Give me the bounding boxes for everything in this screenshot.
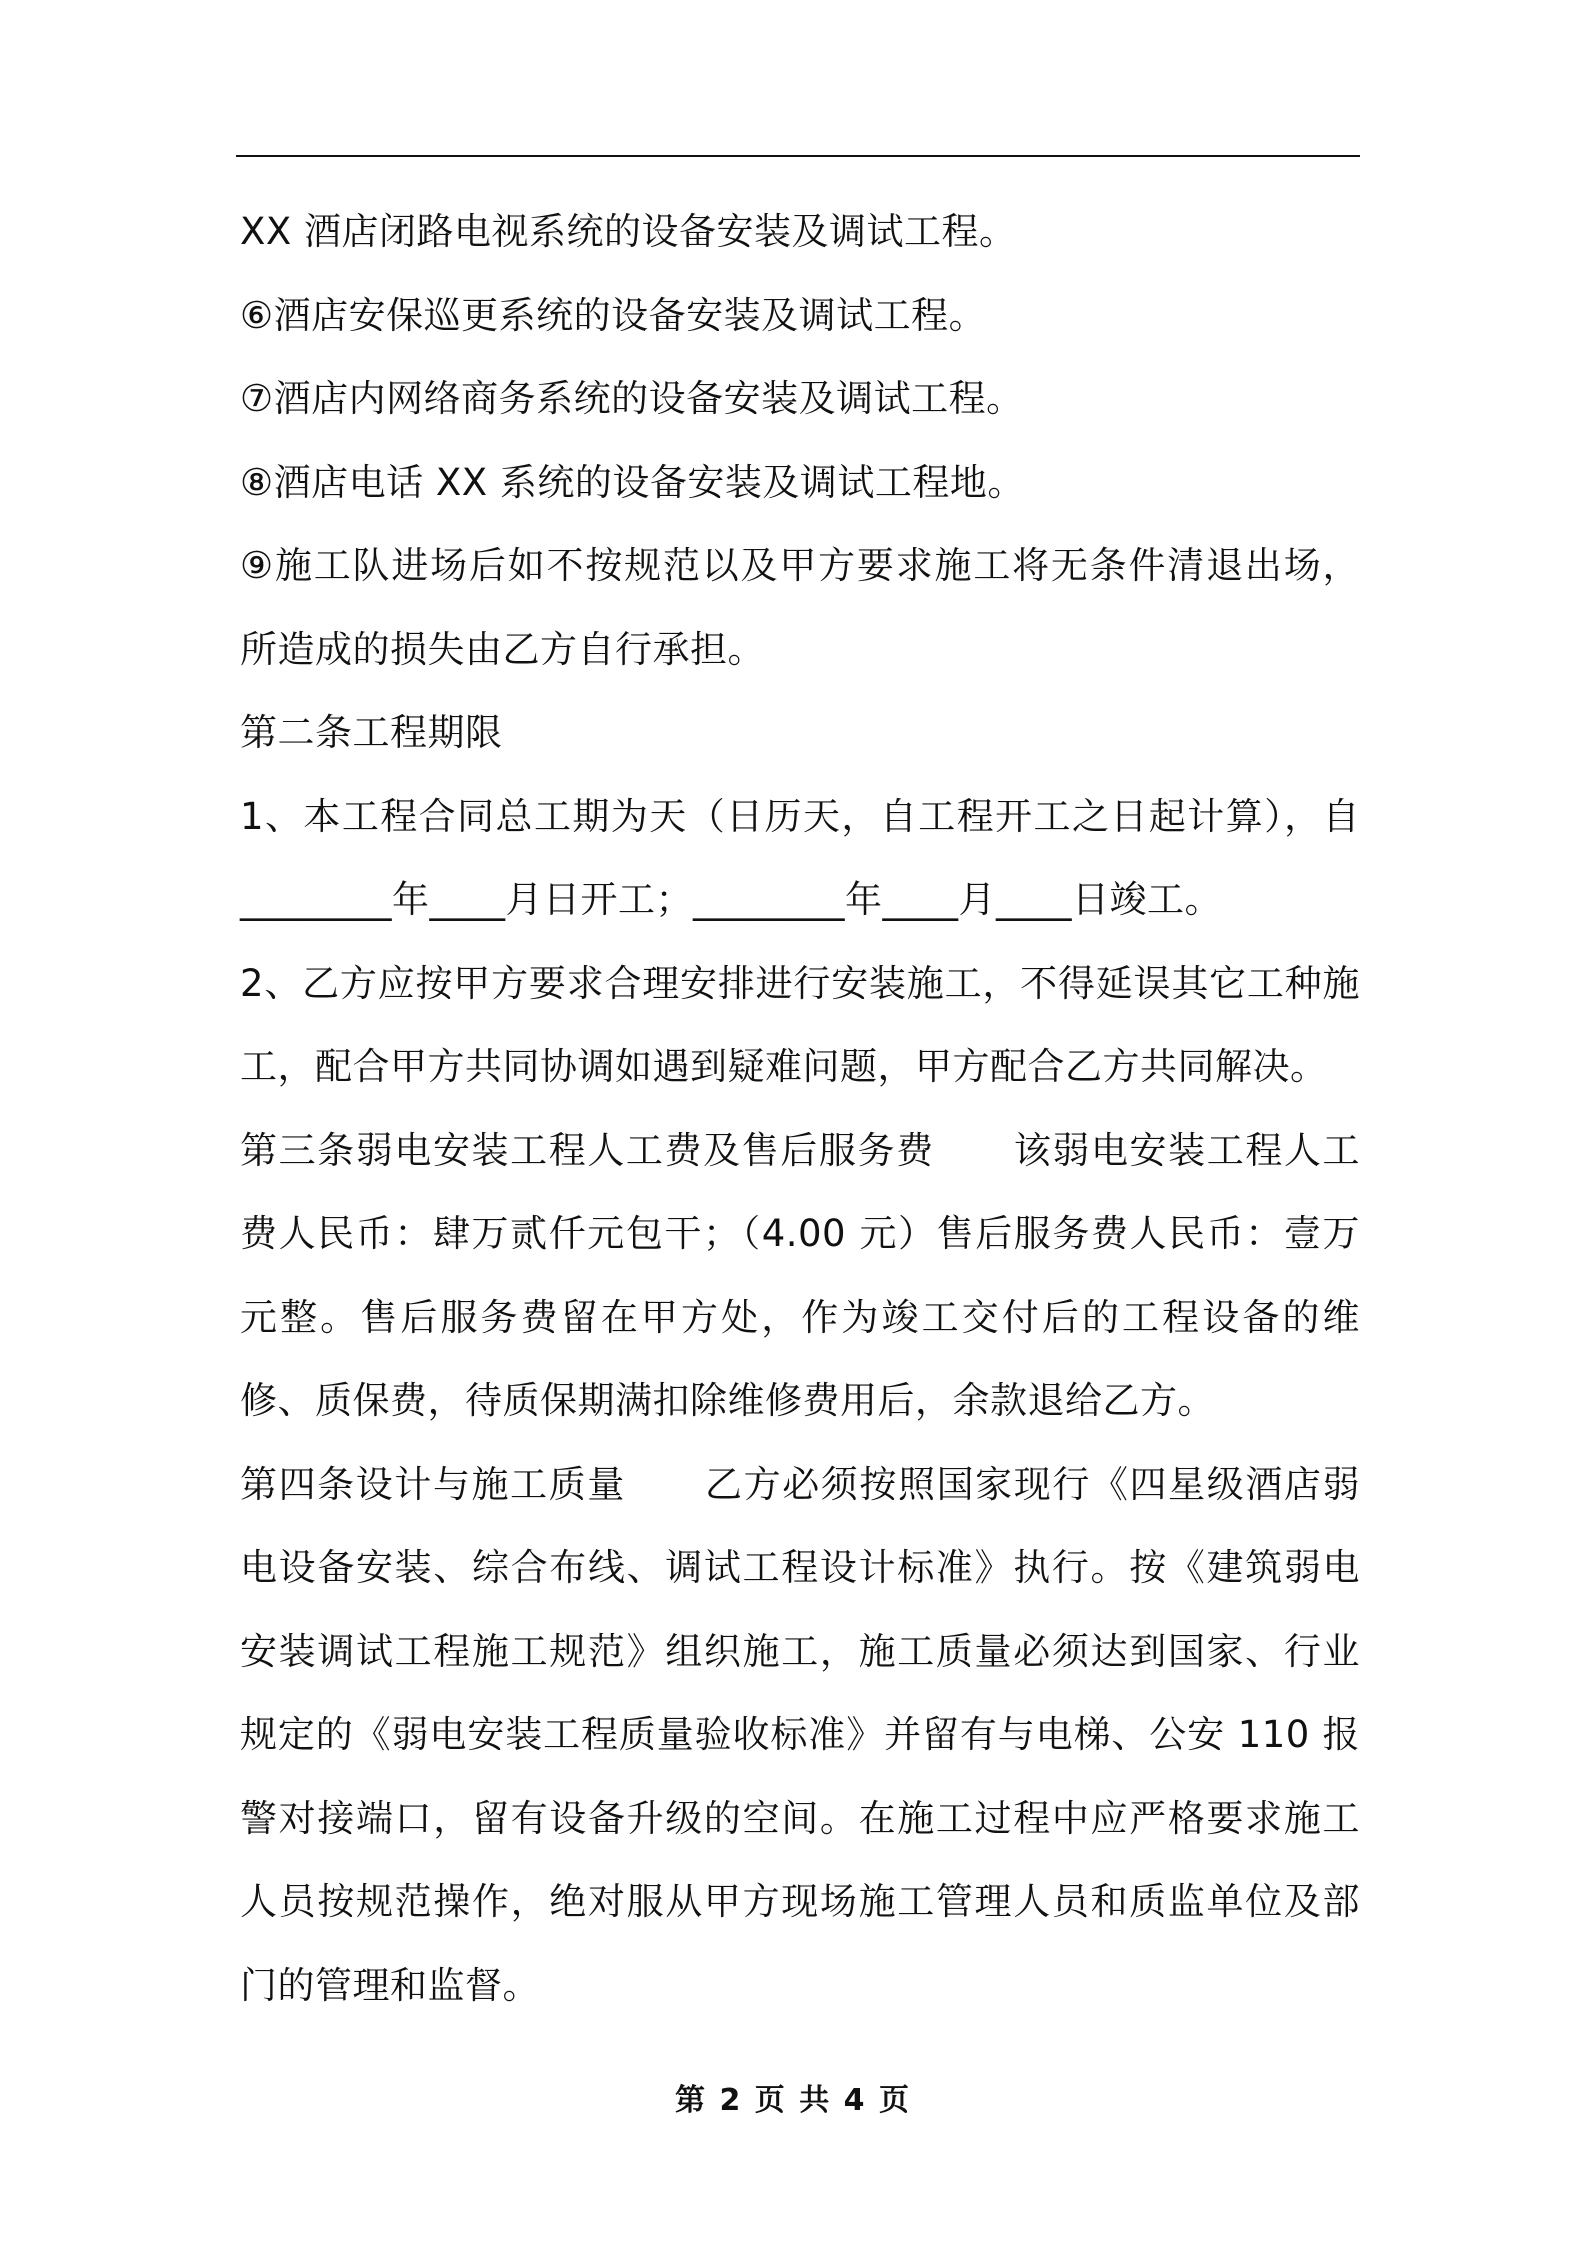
fees-body: 该弱电安装工程人工费人民币：肆万贰仟元包干；（4.00 元）售后服务费人民币：壹万元整。售后服务费留在甲方处，作为竣工交付后的工程设备的维修、质保费，待质保期满扣除维修费用后，余款退给乙方。 [240, 1128, 1361, 1422]
paragraph-network: ⑦酒店内网络商务系统的设备安装及调试工程。 [240, 377, 1024, 420]
quality-body: 乙方必须按照国家现行《四星级酒店弱电设备安装、综合布线、调试工程设计标准》执行。按《建筑弱电安装调试工程施工规范》组织施工，施工质量必须达到国家、行业规定的《弱电安装工程质量验收标准》并留有与电梯、公安 110 报警对接端口，留有设备升级的空间。在施工过程中应严格要求施工人员按规范操作，绝对服从甲方现场施工管理人员和质监单位及部门的管理和监督。 [240, 1462, 1361, 2007]
paragraph-phone: ⑧酒店电话 XX 系统的设备安装及调试工程地。 [240, 460, 1025, 504]
paragraph-penalty: ⑨施工队进场后如不按规范以及甲方要求施工将无条件清退出场，所造成的损失由乙方自行承担。 [240, 544, 1360, 671]
header-divider [236, 155, 1360, 157]
paragraph-patrol: ⑥酒店安保巡更系统的设备安装及调试工程。 [240, 293, 987, 337]
paragraph-quality [240, 1443, 1360, 2028]
section-heading-fees: 第三条弱电安装工程人工费及售后服务费 [240, 1128, 935, 1172]
document-body [240, 190, 1360, 2027]
page-number: 第 2 页 共 4 页 [675, 2083, 911, 2118]
section-heading-term: 第二条工程期限 [240, 711, 503, 754]
paragraph-term-duration: 1、本工程合同总工期为天（日历天，自工程开工之日起计算），自________年____月日开工；________年____月____日竣工。 [240, 794, 1360, 921]
paragraph-term-coordination: 2、乙方应按甲方要求合理安排进行安装施工，不得延误其它工种施工，配合甲方共同协调如遇到疑难问题，甲方配合乙方共同解决。 [240, 961, 1360, 1088]
paragraph-fees [240, 1109, 1360, 1443]
paragraph-cctv: XX 酒店闭路电视系统的设备安装及调试工程。 [240, 210, 1017, 253]
section-heading-quality: 第四条设计与施工质量 [240, 1462, 626, 1506]
